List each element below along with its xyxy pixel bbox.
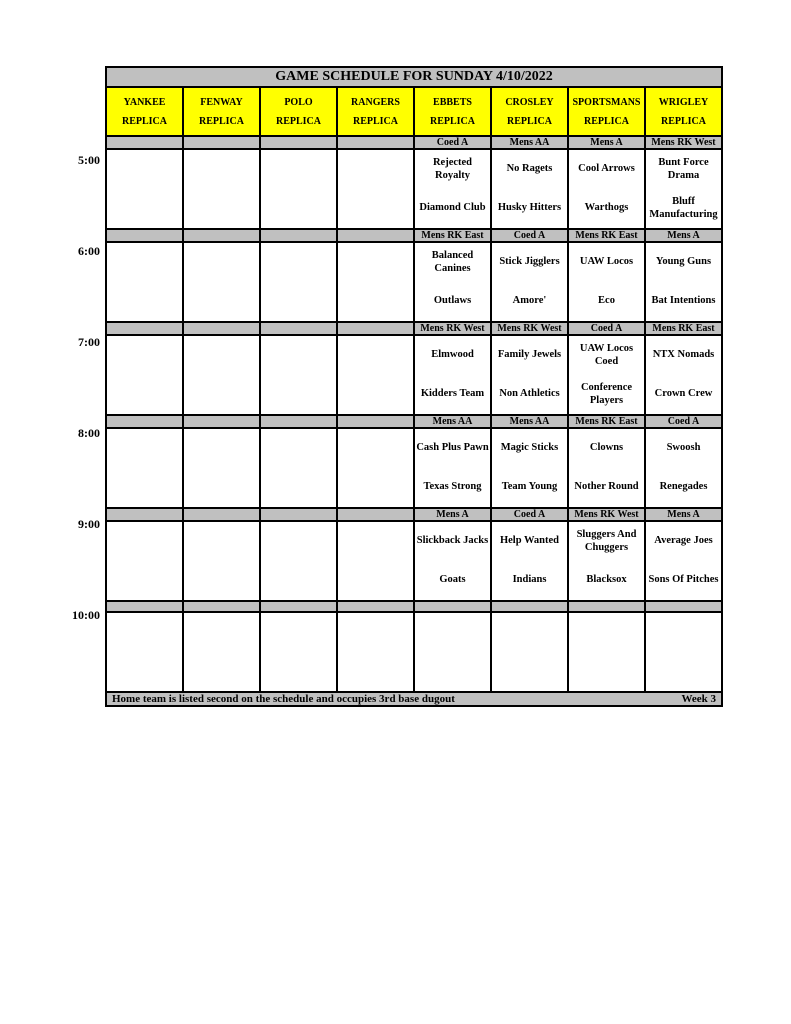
field-sub: REPLICA: [121, 115, 167, 127]
game-cell-empty: [568, 612, 645, 692]
field-header-sportsmans: [568, 87, 645, 136]
team-away: Stick Jigglers: [499, 256, 560, 268]
game-cell-empty: [260, 149, 337, 229]
field-header-polo: [260, 87, 337, 136]
field-name: EBBETS: [433, 96, 472, 108]
team-home: Bat Intentions: [651, 295, 716, 307]
field-name: RANGERS: [351, 96, 400, 108]
team-home: Eco: [598, 295, 615, 307]
team-home: Nother Round: [574, 481, 639, 493]
division-label: Mens AA: [491, 136, 568, 149]
team-home: Outlaws: [433, 295, 472, 307]
division-label: Mens A: [568, 136, 645, 149]
team-home: Crown Crew: [654, 388, 713, 400]
game-cell: [568, 335, 645, 415]
game-cell: [491, 242, 568, 322]
team-away: Cash Plus Pawn: [416, 442, 489, 454]
division-cell-empty: [183, 322, 260, 335]
division-row-7: [106, 322, 722, 335]
division-row-5: [106, 136, 722, 149]
division-label: Mens AA: [491, 415, 568, 428]
team-away: No Ragets: [506, 163, 553, 175]
division-label: Mens RK West: [491, 322, 568, 335]
team-away: Average Joes: [654, 535, 713, 547]
game-cell: [645, 149, 722, 229]
game-cell-empty: [183, 612, 260, 692]
division-cell-empty: [337, 136, 414, 149]
team-away: Sluggers And Chuggers: [576, 529, 637, 553]
game-cell: [568, 428, 645, 508]
schedule-table: [105, 66, 723, 707]
division-cell-empty: [414, 601, 491, 612]
game-cell-empty: [183, 335, 260, 415]
division-cell-empty: [106, 229, 183, 242]
game-cell: [414, 149, 491, 229]
time-label-7: 7:00: [78, 335, 100, 349]
team-away: Family Jewels: [497, 349, 562, 361]
division-cell-empty: [106, 601, 183, 612]
team-away: Magic Sticks: [500, 442, 559, 454]
team-home: Goats: [439, 574, 466, 586]
division-label: Mens RK West: [568, 508, 645, 521]
time-label-9: 9:00: [78, 517, 100, 531]
division-label: Mens AA: [414, 415, 491, 428]
game-cell-empty: [106, 428, 183, 508]
division-label: Coed A: [568, 322, 645, 335]
division-cell-empty: [183, 508, 260, 521]
game-cell-empty: [337, 335, 414, 415]
game-cell-empty: [106, 149, 183, 229]
division-cell-empty: [260, 601, 337, 612]
division-cell-empty: [260, 322, 337, 335]
team-away: UAW Locos Coed: [579, 343, 634, 367]
division-label: Mens RK East: [568, 229, 645, 242]
game-cell-empty: [337, 521, 414, 601]
game-cell-empty: [106, 521, 183, 601]
team-home: Conference Players: [580, 382, 633, 406]
field-sub: REPLICA: [506, 115, 552, 127]
division-label: Mens RK West: [414, 322, 491, 335]
title-row: [106, 67, 722, 87]
game-cell: [414, 335, 491, 415]
game-cell: [491, 335, 568, 415]
team-home: Indians: [512, 574, 547, 586]
division-cell-empty: [183, 601, 260, 612]
field-name: CROSLEY: [505, 96, 554, 108]
game-cell: [414, 428, 491, 508]
field-header-crosley: [491, 87, 568, 136]
footer-bar: [106, 692, 722, 706]
game-cell-empty: [260, 612, 337, 692]
field-name: YANKEE: [123, 96, 166, 108]
game-cell: [645, 242, 722, 322]
game-cell-empty: [260, 242, 337, 322]
game-row-5: [106, 149, 722, 229]
team-home: Blacksox: [586, 574, 627, 586]
team-home: Kidders Team: [420, 388, 485, 400]
time-label-5: 5:00: [78, 153, 100, 167]
team-home: Texas Strong: [423, 481, 482, 493]
game-cell-empty: [260, 428, 337, 508]
division-cell-empty: [106, 415, 183, 428]
game-cell-empty: [183, 242, 260, 322]
team-away: Bunt Force Drama: [658, 157, 709, 181]
game-row-10: [106, 612, 722, 692]
game-cell: [645, 521, 722, 601]
game-row-6: [106, 242, 722, 322]
game-cell: [491, 149, 568, 229]
division-cell-empty: [106, 322, 183, 335]
team-away: Young Guns: [655, 256, 712, 268]
game-cell-empty: [183, 428, 260, 508]
division-label: Mens RK West: [645, 136, 722, 149]
game-cell-empty: [183, 521, 260, 601]
schedule-title: GAME SCHEDULE FOR SUNDAY 4/10/2022: [106, 67, 722, 87]
division-cell-empty: [183, 136, 260, 149]
game-row-9: [106, 521, 722, 601]
field-header-ebbets: [414, 87, 491, 136]
team-away: NTX Nomads: [652, 349, 715, 361]
game-cell-empty: [106, 335, 183, 415]
time-label-6: 6:00: [78, 244, 100, 258]
game-cell: [568, 242, 645, 322]
game-cell-empty: [645, 612, 722, 692]
field-name: WRIGLEY: [658, 96, 709, 108]
team-home: Non Athletics: [499, 388, 560, 400]
division-cell-empty: [337, 601, 414, 612]
game-cell-empty: [337, 149, 414, 229]
game-cell: [491, 521, 568, 601]
game-cell-empty: [260, 335, 337, 415]
time-label-8: 8:00: [78, 426, 100, 440]
game-cell-empty: [106, 612, 183, 692]
field-header-rangers: [337, 87, 414, 136]
team-home: Amore': [512, 295, 547, 307]
game-cell: [568, 521, 645, 601]
footer-note: Home team is listed second on the schedule and occupies 3rd base dugout: [112, 693, 455, 705]
team-home: Sons Of Pitches: [648, 574, 719, 586]
team-away: Elmwood: [431, 349, 474, 361]
division-label: Mens RK East: [568, 415, 645, 428]
game-cell: [414, 521, 491, 601]
division-label: Mens A: [645, 229, 722, 242]
game-cell-empty: [337, 428, 414, 508]
footer-row: [106, 692, 722, 706]
division-label: Coed A: [491, 229, 568, 242]
division-cell-empty: [260, 229, 337, 242]
game-cell-empty: [337, 612, 414, 692]
game-cell: [645, 335, 722, 415]
division-row-8: [106, 415, 722, 428]
division-label: Coed A: [414, 136, 491, 149]
field-sub: REPLICA: [429, 115, 475, 127]
team-home: Renegades: [659, 481, 708, 493]
team-away: Cool Arrows: [578, 163, 635, 175]
division-cell-empty: [260, 508, 337, 521]
team-away: Clowns: [589, 442, 624, 454]
division-cell-empty: [337, 508, 414, 521]
team-away: UAW Locos: [579, 256, 634, 268]
division-label: Mens RK East: [414, 229, 491, 242]
field-name: FENWAY: [200, 96, 243, 108]
field-sub: REPLICA: [660, 115, 706, 127]
week-label: Week 3: [681, 693, 716, 705]
team-home: Husky Hitters: [497, 202, 562, 214]
game-row-8: [106, 428, 722, 508]
field-header-fenway: [183, 87, 260, 136]
game-cell: [568, 149, 645, 229]
division-label: Mens RK East: [645, 322, 722, 335]
division-label: Mens A: [645, 508, 722, 521]
division-cell-empty: [260, 415, 337, 428]
field-sub: REPLICA: [583, 115, 629, 127]
division-cell-empty: [337, 415, 414, 428]
division-label: Coed A: [491, 508, 568, 521]
division-row-10: [106, 601, 722, 612]
team-home: Warthogs: [584, 202, 629, 214]
division-cell-empty: [645, 601, 722, 612]
division-label: Coed A: [645, 415, 722, 428]
division-cell-empty: [491, 601, 568, 612]
field-header-wrigley: [645, 87, 722, 136]
team-home: Team Young: [501, 481, 558, 493]
game-cell: [414, 242, 491, 322]
team-home: Diamond Club: [419, 202, 486, 214]
division-cell-empty: [337, 322, 414, 335]
division-label: Mens A: [414, 508, 491, 521]
time-label-10: 10:00: [72, 608, 100, 622]
division-row-6: [106, 229, 722, 242]
game-cell-empty: [337, 242, 414, 322]
division-cell-empty: [106, 136, 183, 149]
field-sub: REPLICA: [352, 115, 398, 127]
field-sub: REPLICA: [198, 115, 244, 127]
field-sub: REPLICA: [275, 115, 321, 127]
field-header-row: [106, 87, 722, 136]
game-cell: [491, 428, 568, 508]
division-cell-empty: [260, 136, 337, 149]
game-cell-empty: [491, 612, 568, 692]
game-cell-empty: [260, 521, 337, 601]
team-away: Balanced Canines: [431, 250, 474, 274]
field-header-yankee: [106, 87, 183, 136]
game-cell: [645, 428, 722, 508]
game-cell-empty: [414, 612, 491, 692]
division-cell-empty: [183, 415, 260, 428]
team-away: Rejected Royalty: [432, 157, 473, 181]
division-cell-empty: [568, 601, 645, 612]
team-away: Help Wanted: [499, 535, 560, 547]
field-name: POLO: [284, 96, 313, 108]
game-row-7: [106, 335, 722, 415]
team-away: Slickback Jacks: [416, 535, 489, 547]
division-cell-empty: [337, 229, 414, 242]
division-row-9: [106, 508, 722, 521]
game-cell-empty: [183, 149, 260, 229]
division-cell-empty: [183, 229, 260, 242]
division-cell-empty: [106, 508, 183, 521]
game-cell-empty: [106, 242, 183, 322]
team-away: Swoosh: [666, 442, 701, 454]
field-name: SPORTSMANS: [572, 96, 641, 108]
team-home: Bluff Manufacturing: [649, 196, 718, 220]
